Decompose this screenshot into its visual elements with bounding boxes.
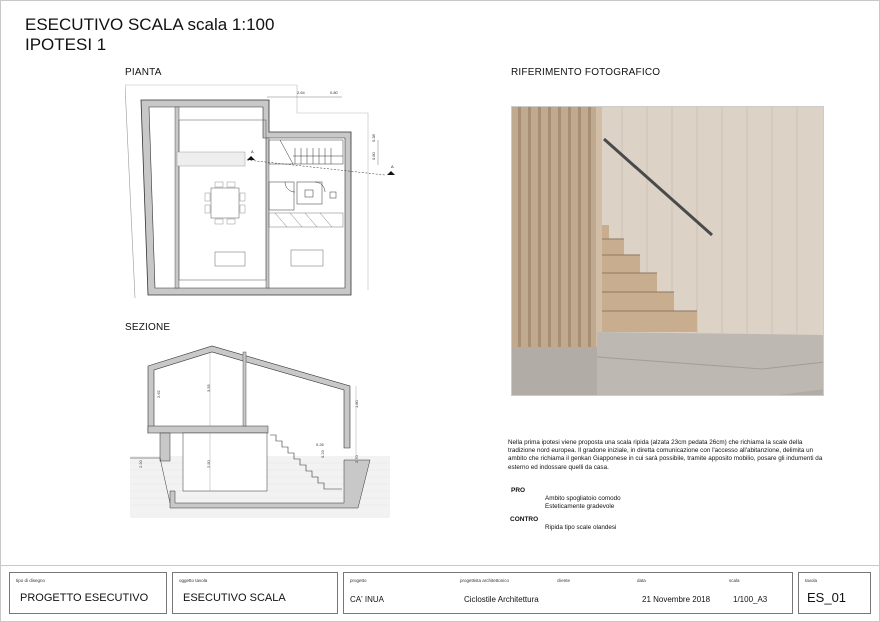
tb-value: ES_01 [807, 590, 847, 605]
svg-text:2.70: 2.70 [354, 455, 359, 463]
pro-item: Ambito spogliatoio comodo [545, 495, 621, 502]
tb-tipo-di-disegno [9, 572, 167, 614]
reference-photo [511, 106, 824, 396]
svg-text:0.80: 0.80 [371, 152, 376, 160]
tb-label: scala [729, 578, 740, 583]
svg-text:0.23: 0.23 [320, 450, 325, 458]
tb-value: PROGETTO ESECUTIVO [20, 592, 149, 604]
section-label: SEZIONE [125, 322, 171, 333]
section-marker-right [387, 171, 395, 175]
tb-value: Ciclostile Architettura [464, 595, 539, 604]
tb-value: 1/100_A3 [733, 595, 768, 604]
tb-label: progetto [350, 578, 367, 583]
tb-oggetto-tavola [172, 572, 338, 614]
svg-text:0.38: 0.38 [371, 134, 376, 142]
svg-text:0.26: 0.26 [316, 442, 324, 447]
tb-value: CA' INUA [350, 595, 384, 604]
tb-tavola [798, 572, 871, 614]
svg-text:2.50: 2.50 [206, 460, 211, 468]
tb-label: oggetto tavola [179, 578, 208, 583]
tb-label: progettista architettonico [460, 578, 510, 583]
title-line-1: ESECUTIVO SCALA scala 1:100 [25, 15, 275, 34]
svg-text:2.64: 2.64 [297, 90, 305, 95]
svg-text:A: A [251, 149, 254, 154]
design-description: Nella prima ipotesi viene proposta una scala ripida (alzata 23cm pedata 26cm) che richiama la scale della tradizione nord europea. Il gradone iniziale, in diretta comunicazione con l'accesso all'abitanzione, delimita un ambito che richiama il genkan Giapponese in cui sarà possibile, tramite apposito mobilio, posare gli indumenti da esterno ed indossare quelli da casa. [508, 439, 823, 471]
svg-text:A: A [391, 164, 394, 169]
sheet-title [25, 15, 274, 55]
contro-item: Ripida tipo scale olandesi [545, 524, 617, 531]
svg-text:3.55: 3.55 [206, 384, 211, 392]
pro-heading: PRO [511, 487, 526, 494]
tb-label: tipo di disegno [16, 578, 46, 583]
svg-text:2.20: 2.20 [138, 460, 143, 468]
staircase-photo-illustration [512, 107, 824, 396]
tb-value: ESECUTIVO SCALA [183, 592, 286, 604]
svg-text:2.62: 2.62 [156, 390, 161, 398]
tb-label: data [637, 578, 646, 583]
pro-item: Esteticamente gradevole [545, 503, 615, 510]
title-line-2: IPOTESI 1 [25, 35, 107, 54]
svg-text:0.80: 0.80 [330, 90, 338, 95]
section-drawing [130, 338, 390, 518]
photo-reference-label: RIFERIMENTO FOTOGRAFICO [511, 67, 661, 78]
tb-label: tavola [805, 578, 818, 583]
tb-value: 21 Novembre 2018 [642, 595, 711, 604]
tb-project-info [343, 572, 793, 614]
tb-label: cliente [557, 578, 571, 583]
svg-text:1.80: 1.80 [354, 400, 359, 408]
plan-label: PIANTA [125, 67, 162, 78]
floor-plan-drawing [125, 80, 410, 302]
contro-heading: CONTRO [510, 516, 539, 523]
